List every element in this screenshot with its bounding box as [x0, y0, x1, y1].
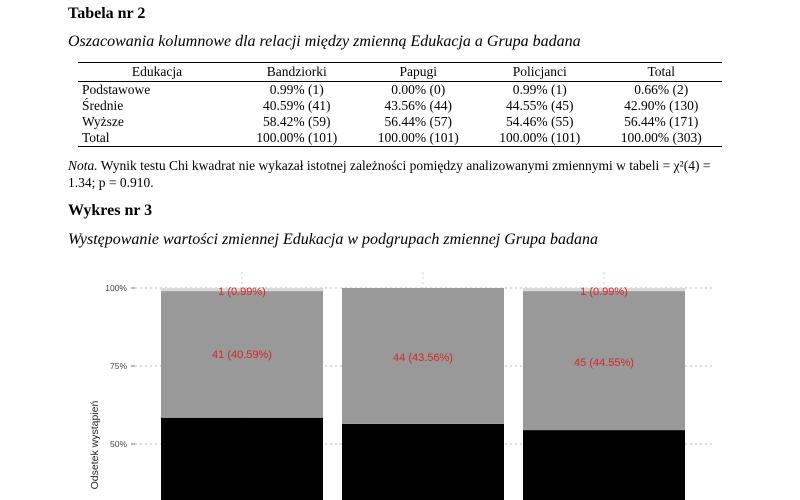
table-cell: 42.90% (130): [624, 98, 699, 113]
row-label: Średnie: [82, 98, 124, 113]
table-title: Tabela nr 2: [68, 5, 146, 22]
row-label: Podstawowe: [82, 82, 151, 97]
data-label: 45 (44.55%): [574, 357, 634, 369]
table-cell: 43.56% (44): [384, 98, 452, 113]
data-label: 1 (0.99%): [218, 286, 266, 298]
y-tick-label: 75%: [109, 361, 127, 371]
header-cell: Policjanci: [479, 63, 601, 82]
table-cell: 100.00% (101): [358, 130, 480, 147]
table-cell: 100.00% (101): [479, 130, 601, 147]
table-cell: 56.44% (57): [384, 114, 452, 129]
bar-segment-wyższe: [161, 418, 323, 500]
table-cell: 100.00% (101): [236, 130, 358, 147]
header-cell: Total: [601, 63, 723, 82]
header-cell: Edukacja: [78, 63, 236, 82]
table-cell: 0.66% (2): [634, 82, 689, 97]
figure-title: Wykres nr 3: [68, 202, 153, 219]
table-caption: Oszacowania kolumnowe dla relacji między zmienną Edukacja a Grupa badana: [68, 33, 581, 50]
table-cell: 40.59% (41): [263, 98, 331, 113]
bar-segment-wyższe: [342, 424, 504, 500]
note-text: Wynik testu Chi kwadrat nie wykazał istotnej zależności pomiędzy analizowanymi zmiennymi w tabeli = χ²(4) = 1.34; p = 0.910.: [68, 158, 711, 190]
header-cell: Bandziorki: [236, 63, 358, 82]
table-cell: 100.00% (303): [601, 130, 723, 147]
figure-caption: Występowanie wartości zmiennej Edukacja w podgrupach zmiennej Grupa badana: [68, 231, 599, 248]
y-axis-title: Odsetek wystąpień: [89, 400, 101, 490]
table-cell: 0.99% (1): [269, 82, 324, 97]
table-cell: 44.55% (45): [506, 98, 574, 113]
table-cell: 0.00% (0): [391, 82, 446, 97]
y-tick-label: 100%: [105, 283, 127, 293]
table-cell: 56.44% (171): [624, 114, 699, 129]
data-label: 44 (43.56%): [393, 352, 453, 364]
y-tick-label: 50%: [109, 439, 127, 449]
table-cell: 58.42% (59): [263, 114, 331, 129]
table-cell: 0.99% (1): [512, 82, 567, 97]
row-label: Total: [78, 130, 236, 147]
bar-segment-wyższe: [523, 430, 685, 500]
note-label: Nota.: [68, 158, 98, 173]
data-label: 41 (40.59%): [212, 349, 272, 361]
row-label: Wyższe: [82, 114, 124, 129]
table-cell: 54.46% (55): [506, 114, 574, 129]
data-label: 1 (0.99%): [580, 286, 628, 298]
header-cell: Papugi: [358, 63, 480, 82]
